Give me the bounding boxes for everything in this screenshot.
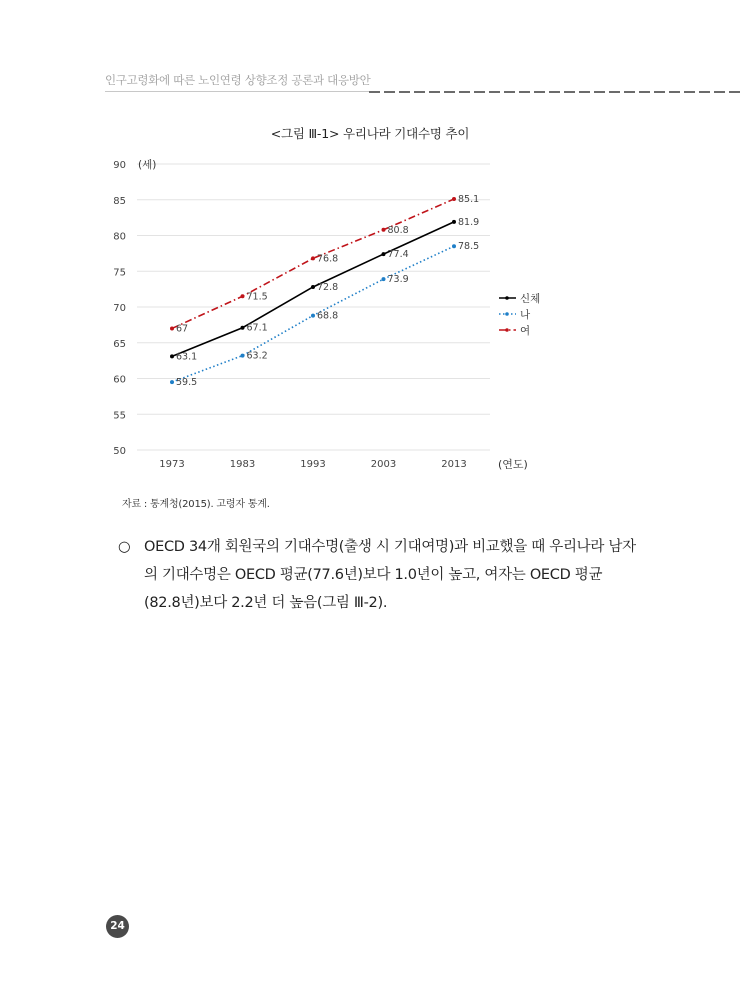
running-header-title: 인구고령화에 따른 노인연령 상향조정 공론과 대응방안 xyxy=(105,73,371,87)
series-line-전체 xyxy=(172,222,454,356)
bullet-circle-icon: ○ xyxy=(118,539,131,555)
x-tick-label: 2003 xyxy=(370,459,397,470)
x-tick-label: 1983 xyxy=(229,459,256,470)
data-label: 73.9 xyxy=(387,274,409,286)
data-label: 68.8 xyxy=(317,310,339,322)
y-tick-label: 70 xyxy=(113,303,126,314)
data-label: 59.5 xyxy=(176,377,198,389)
data-label: 81.9 xyxy=(458,216,480,228)
data-label: 71.5 xyxy=(246,291,268,303)
data-label-layer xyxy=(176,194,479,388)
y-tick-label: 55 xyxy=(113,410,126,422)
data-point xyxy=(452,197,456,201)
figure-caption: <그림 Ⅲ-1> 우리나라 기대수명 추이 xyxy=(270,126,470,141)
data-label: 63.1 xyxy=(176,351,198,363)
x-tick-label: 1973 xyxy=(159,459,185,470)
y-tick-label: 75 xyxy=(113,267,126,279)
y-tick-label: 65 xyxy=(113,338,126,350)
header-rule xyxy=(105,91,369,92)
series-layer xyxy=(170,197,456,384)
series-line-여자 xyxy=(172,199,454,328)
data-point xyxy=(382,252,386,256)
data-point xyxy=(382,277,386,281)
source-note: 자료 : 통계청(2015). 고령자 통계. xyxy=(122,499,270,510)
data-point xyxy=(241,326,245,330)
life-expectancy-line-chart xyxy=(100,150,560,480)
x-tick-label: 1993 xyxy=(300,459,326,470)
data-point xyxy=(382,228,386,232)
legend-marker xyxy=(505,296,509,300)
data-point xyxy=(311,314,315,318)
page-number: 24 xyxy=(106,915,129,938)
paragraph-text: OECD 34개 회원국의 기대수명(출생 시 기대여명)과 비교했을 때 우리나라 남자의 기대수명은 OECD 평균(77.6년)보다 1.0년이 높고, 여자는 OECD 평균(82.8년)보다 2.2년 더 높음(그림 Ⅲ-2). xyxy=(144,539,636,611)
data-point xyxy=(311,285,315,289)
y-tick-label: 60 xyxy=(113,374,126,386)
data-point xyxy=(170,326,174,330)
legend-label: 여 xyxy=(520,325,531,337)
legend-marker xyxy=(505,328,509,332)
y-tick-label: 85 xyxy=(113,195,126,207)
data-label: 72.8 xyxy=(317,281,339,293)
data-point xyxy=(311,256,315,260)
y-tick-label: 50 xyxy=(113,446,126,457)
legend-label: 나 xyxy=(520,309,531,321)
data-point xyxy=(241,294,245,298)
legend-label: 신체 xyxy=(520,293,541,305)
data-point xyxy=(170,354,174,358)
legend xyxy=(499,292,540,337)
x-tick-label: 2013 xyxy=(441,459,467,470)
y-axis-label: (세) xyxy=(138,159,157,171)
data-label: 80.8 xyxy=(387,224,409,236)
data-label: 78.5 xyxy=(458,241,480,253)
y-tick-label: 80 xyxy=(113,231,126,243)
legend-marker xyxy=(505,312,509,316)
data-label: 85.1 xyxy=(458,194,480,206)
data-point xyxy=(170,380,174,384)
data-label: 63.2 xyxy=(246,350,268,362)
data-label: 76.8 xyxy=(317,253,339,265)
header-dashed-rule xyxy=(369,91,740,93)
data-point xyxy=(452,220,456,224)
y-tick-label: 90 xyxy=(113,160,126,171)
data-point xyxy=(452,244,456,248)
data-point xyxy=(241,354,245,358)
data-label: 67 xyxy=(176,323,189,335)
body-paragraph xyxy=(118,533,638,617)
x-axis-label: (연도) xyxy=(498,458,528,471)
data-label: 77.4 xyxy=(387,249,409,261)
data-label: 67.1 xyxy=(246,322,268,334)
